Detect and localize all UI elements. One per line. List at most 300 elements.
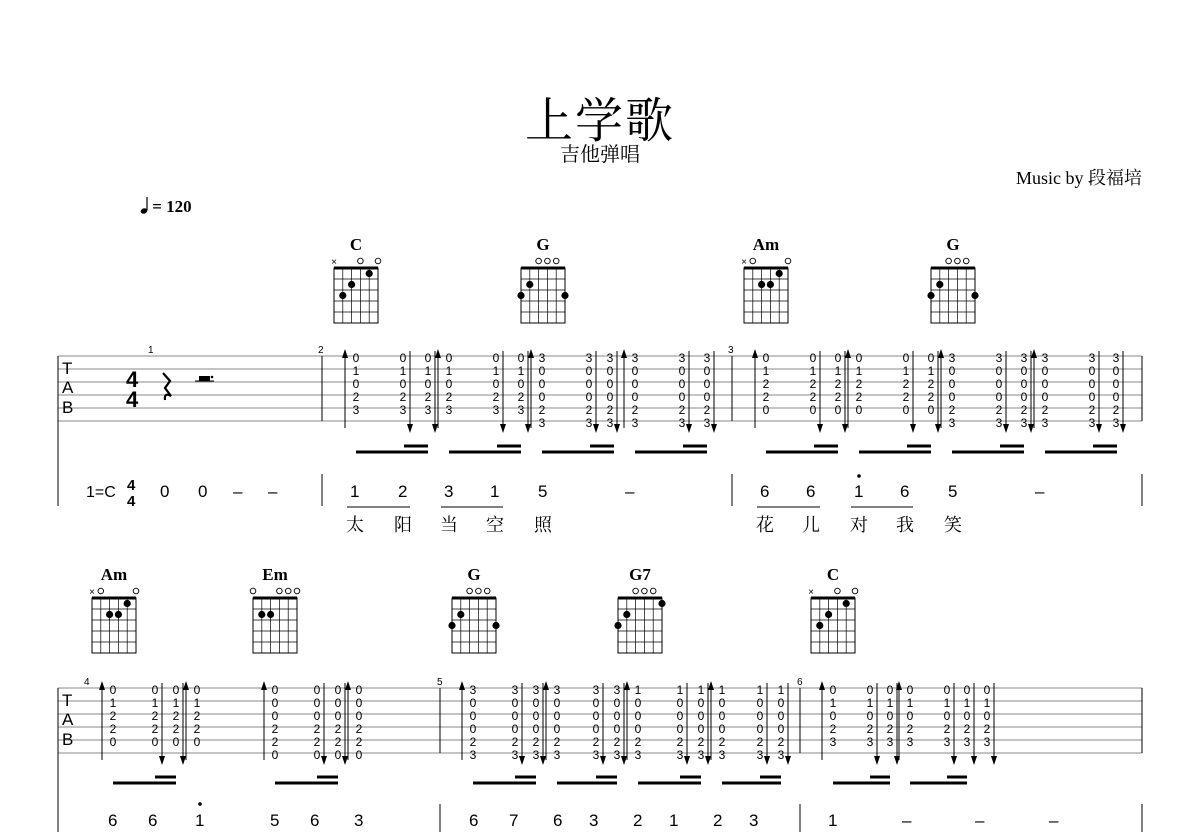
jianpu-note: 3 [354,811,364,830]
tab-fret-number: 2 [592,735,600,749]
jianpu-note: – [902,811,912,830]
chord-diagrams-row2 [89,565,858,653]
jianpu-note: 6 [148,811,158,830]
open-string-icon [294,588,300,594]
tab-notes-row2 [99,681,997,765]
tab-clef-a: A [62,378,74,397]
tab-fret-number: 2 [193,709,201,723]
tab-fret-number: 2 [834,390,842,404]
tab-fret-number: 2 [151,722,159,736]
tab-fret-number: 3 [995,351,1003,365]
tab-fret-number: 3 [517,403,525,417]
tab-fret-number: 3 [592,683,600,697]
open-string-icon [785,258,791,264]
tab-fret-number: 1 [963,696,971,710]
tab-fret-number: 0 [592,696,600,710]
jianpu-note: 1 [828,811,838,830]
tab-fret-number: 2 [1088,403,1096,417]
arrow-head-icon [500,424,506,433]
tab-fret-number: 3 [553,748,561,762]
tab-fret-number: 0 [703,364,711,378]
tab-fret-number: 2 [517,390,525,404]
song-subtitle: 吉他弹唱 [560,142,640,166]
tab-fret-number: 0 [777,696,785,710]
tab-fret-number: 2 [1041,403,1049,417]
tab-fret-number: 3 [1112,416,1120,430]
time-signature-row1 [126,367,139,412]
jianpu-note: 0 [198,482,208,501]
tab-fret-number: 3 [983,735,991,749]
chord-name: Am [100,565,128,584]
tab-fret-number: 2 [927,377,935,391]
tab-fret-number: 0 [109,683,117,697]
tab-clef-t: T [62,359,73,378]
lyric-char: 阳 [394,515,412,535]
arrow-head-icon [621,349,627,358]
tab-fret-number: 1 [193,696,201,710]
arrow-head-icon [1031,349,1037,358]
tab-fret-number: 0 [334,748,342,762]
tab-fret-number: 0 [995,364,1003,378]
tab-fret-number: 1 [445,364,453,378]
jianpu-note: – [233,482,243,501]
lyric-char: 照 [534,515,552,535]
tab-fret-number: 3 [718,748,726,762]
tab-fret-number: 2 [532,735,540,749]
tab-fret-number: 0 [172,735,180,749]
tab-fret-number: 0 [697,709,705,723]
tab-fret-number: 2 [352,390,360,404]
tab-fret-number: 2 [193,722,201,736]
lyric-char: 花 [756,515,774,535]
arrow-head-icon [624,681,630,690]
tab-fret-number: 1 [777,683,785,697]
tab-fret-number: 3 [703,416,711,430]
open-string-icon [285,588,291,594]
tab-fret-number: 3 [538,351,546,365]
arrow-head-icon [819,681,825,690]
arrow-head-icon [342,349,348,358]
tab-fret-number: 3 [606,351,614,365]
open-string-icon [476,588,482,594]
tab-fret-number: 1 [517,364,525,378]
tab-fret-number: 2 [678,403,686,417]
finger-dot [348,281,355,288]
tab-fret-number: 0 [606,364,614,378]
tab-fret-number: 0 [469,709,477,723]
numbered-notation-row1 [58,474,1142,510]
tab-fret-number: 2 [1020,403,1028,417]
tab-fret-number: 2 [762,390,770,404]
jianpu-note: 5 [538,482,548,501]
tab-fret-number: 0 [678,390,686,404]
tab-fret-number: 0 [538,390,546,404]
tab-fret-number: 3 [943,735,951,749]
open-string-icon [946,258,952,264]
tab-fret-number: 3 [631,351,639,365]
tab-fret-number: 2 [762,377,770,391]
jianpu-note: 1 [490,482,500,501]
arrow-head-icon [159,756,165,765]
jianpu-note: – [625,482,635,501]
finger-dot [614,622,621,629]
jianpu-note: 1 [669,811,679,830]
tab-fret-number: 2 [676,735,684,749]
tab-fret-number: 1 [943,696,951,710]
tab-fret-number: 0 [1088,390,1096,404]
tab-fret-number: 0 [834,403,842,417]
arrow-head-icon [951,756,957,765]
tab-fret-number: 2 [151,709,159,723]
tab-fret-number: 1 [424,364,432,378]
tab-fret-number: 2 [538,403,546,417]
tab-fret-number: 0 [1112,390,1120,404]
tab-fret-number: 2 [886,722,894,736]
tab-fret-number: 3 [532,748,540,762]
tab-fret-number: 0 [469,696,477,710]
arrow-head-icon [543,681,549,690]
tab-fret-number: 3 [469,683,477,697]
jianpu-note: 6 [469,811,479,830]
chord-diagrams-row1 [331,235,979,323]
jianpu-note: 6 [806,482,816,501]
tab-fret-number: 0 [355,709,363,723]
tab-fret-number: 1 [983,696,991,710]
tab-fret-number: 0 [445,377,453,391]
tab-fret-number: 0 [613,722,621,736]
finger-dot [936,281,943,288]
tab-fret-number: 0 [585,377,593,391]
tab-fret-number: 3 [948,416,956,430]
jianpu-note: 3 [444,482,454,501]
finger-dot [825,611,832,618]
jianpu-note: – [268,482,278,501]
tab-fret-number: 2 [424,390,432,404]
arrow-head-icon [525,424,531,433]
finger-dot [115,611,122,618]
tab-clef-a: A [62,710,74,729]
arrow-head-icon [345,681,351,690]
tab-fret-number: 3 [424,403,432,417]
jianpu-note: 5 [270,811,280,830]
tab-fret-number: 0 [963,683,971,697]
tab-fret-number: 3 [1020,351,1028,365]
arrow-head-icon [991,756,997,765]
tab-fret-number: 0 [718,722,726,736]
tab-fret-number: 2 [271,722,279,736]
tab-fret-number: 2 [492,390,500,404]
tab-fret-number: 0 [1041,390,1049,404]
tab-fret-number: 2 [948,403,956,417]
tab-fret-number: 0 [613,696,621,710]
jianpu-note: – [1049,811,1059,830]
finger-dot [971,292,978,299]
tab-fret-number: 3 [532,683,540,697]
chord-diagram [250,565,300,653]
finger-dot [658,600,665,607]
tab-fret-number: 2 [718,735,726,749]
tab-fret-number: 0 [634,709,642,723]
tab-fret-number: 1 [634,683,642,697]
arrow-head-icon [528,349,534,358]
tab-fret-number: 0 [193,683,201,697]
open-string-icon [358,258,364,264]
jianpu-note: 3 [749,811,759,830]
arrow-head-icon [180,756,186,765]
jianpu-note: 6 [553,811,563,830]
arrow-head-icon [99,681,105,690]
tab-fret-number: 0 [948,377,956,391]
tab-fret-number: 0 [151,683,159,697]
chord-diagram [517,235,568,323]
finger-dot [758,281,765,288]
finger-dot [767,281,774,288]
measure-number: 3 [728,345,734,356]
measure-number: 4 [84,677,90,688]
arrow-head-icon [686,424,692,433]
tab-fret-number: 0 [1020,390,1028,404]
tab-fret-number: 0 [151,735,159,749]
tab-fret-number: 3 [703,351,711,365]
arrow-head-icon [321,756,327,765]
tab-fret-number: 3 [995,416,1003,430]
lyric-char: 对 [850,515,868,535]
tab-fret-number: 0 [109,735,117,749]
jianpu-note: 6 [900,482,910,501]
tempo-value: = 120 [152,197,192,216]
tab-fret-number: 2 [271,735,279,749]
tab-fret-number: 0 [634,696,642,710]
finger-dot [623,611,630,618]
tab-fret-number: 1 [697,683,705,697]
chord-name: C [826,565,840,584]
tab-fret-number: 0 [334,696,342,710]
tab-fret-number: 0 [777,709,785,723]
chord-diagram [614,565,665,653]
tab-fret-number: 0 [906,709,914,723]
tab-fret-number: 3 [1088,416,1096,430]
tab-fret-number: 0 [355,696,363,710]
tab-fret-number: 2 [927,390,935,404]
arrow-head-icon [817,424,823,433]
arrow-head-icon [842,424,848,433]
finger-dot [816,622,823,629]
tab-fret-number: 2 [983,722,991,736]
tab-fret-number: 0 [676,722,684,736]
tab-fret-number: 0 [676,709,684,723]
tab-fret-number: 1 [151,696,159,710]
tab-fret-number: 1 [866,696,874,710]
arrow-head-icon [342,756,348,765]
tab-fret-number: 2 [777,735,785,749]
tab-clef-b: B [62,398,74,417]
tab-fret-number: 0 [585,364,593,378]
finger-dot [526,281,533,288]
tab-fret-number: 0 [1020,377,1028,391]
tab-fret-number: 0 [886,683,894,697]
tab-fret-number: 0 [834,351,842,365]
open-string-icon [133,588,139,594]
chord-name: G [467,565,481,584]
tab-fret-number: 0 [606,390,614,404]
tab-fret-number: 0 [313,696,321,710]
arrow-head-icon [705,756,711,765]
finger-dot [927,292,934,299]
tab-fret-number: 0 [1112,364,1120,378]
tab-clef-b: B [62,730,74,749]
tab-fret-number: 0 [906,683,914,697]
tab-fret-number: 2 [511,735,519,749]
arrow-head-icon [684,756,690,765]
tab-fret-number: 0 [532,722,540,736]
chord-diagram [89,565,139,653]
tab-fret-number: 0 [592,709,600,723]
tab-fret-number: 0 [538,364,546,378]
tab-fret-number: 0 [855,403,863,417]
tab-fret-number: 1 [886,696,894,710]
tab-fret-number: 0 [1112,377,1120,391]
tab-fret-number: 0 [1041,364,1049,378]
open-string-icon [963,258,969,264]
tab-fret-number: 2 [963,722,971,736]
arrow-head-icon [621,756,627,765]
open-string-icon [642,588,648,594]
arrow-head-icon [708,681,714,690]
tab-fret-number: 3 [777,748,785,762]
muted-string-icon: × [808,587,814,598]
tab-fret-number: 1 [492,364,500,378]
tab-fret-number: 1 [172,696,180,710]
measure-number: 5 [437,677,443,688]
tab-fret-number: 2 [906,722,914,736]
arrow-head-icon [519,756,525,765]
high-octave-dot [198,802,202,806]
arrow-head-icon [261,681,267,690]
muted-string-icon: × [741,257,747,268]
tab-fret-number: 0 [678,364,686,378]
tab-fret-number: 0 [948,364,956,378]
tab-fret-number: 0 [517,377,525,391]
jianpu-note: 5 [948,482,958,501]
tab-fret-number: 0 [424,377,432,391]
chord-diagram [331,235,381,323]
open-string-icon [650,588,656,594]
tab-fret-number: 0 [193,735,201,749]
tab-fret-number: 0 [511,696,519,710]
jianpu-note: 6 [760,482,770,501]
arrow-head-icon [614,424,620,433]
tab-fret-number: 0 [613,709,621,723]
tab-fret-number: 0 [777,722,785,736]
tab-fret-number: 0 [678,377,686,391]
tab-fret-number: 0 [995,377,1003,391]
tab-fret-number: 2 [809,377,817,391]
song-title: 上学歌 [524,93,675,149]
open-string-icon [484,588,490,594]
tab-fret-number: 0 [492,351,500,365]
jianpu-time-num: 4 [127,477,136,494]
finger-dot [561,292,568,299]
tab-fret-number: 1 [762,364,770,378]
chord-name: G [536,235,550,254]
tab-fret-number: 3 [1020,416,1028,430]
arrow-head-icon [435,349,441,358]
finger-dot [843,600,850,607]
tab-fret-number: 2 [634,735,642,749]
tab-fret-number: 0 [334,683,342,697]
tab-clef-row2 [62,691,74,749]
tab-fret-number: 2 [172,722,180,736]
tab-fret-number: 3 [676,748,684,762]
tab-fret-number: 1 [718,683,726,697]
tab-fret-number: 1 [902,364,910,378]
tab-fret-number: 3 [678,351,686,365]
tab-fret-number: 0 [469,722,477,736]
lyric-char: 空 [486,515,504,535]
tab-fret-number: 0 [553,722,561,736]
tab-fret-number: 0 [829,709,837,723]
tab-fret-number: 3 [948,351,956,365]
tab-fret-number: 0 [631,364,639,378]
tab-fret-number: 3 [1041,351,1049,365]
tab-fret-number: 0 [963,709,971,723]
tab-fret-number: 0 [886,709,894,723]
tab-fret-number: 1 [399,364,407,378]
lyric-char: 儿 [802,515,820,535]
jianpu-note: 7 [509,811,519,830]
tab-fret-number: 0 [313,683,321,697]
jianpu-note: 0 [160,482,170,501]
tab-fret-number: 0 [172,683,180,697]
tab-fret-number: 3 [585,416,593,430]
time-sig-num: 4 [126,367,139,392]
finger-dot [517,292,524,299]
tab-fret-number: 2 [756,735,764,749]
tab-fret-number: 0 [445,351,453,365]
tab-fret-number: 0 [517,351,525,365]
tab-fret-number: 3 [613,683,621,697]
chord-diagram [448,565,499,653]
tab-fret-number: 3 [829,735,837,749]
tab-fret-number: 0 [948,390,956,404]
tab-fret-number: 0 [756,696,764,710]
tab-fret-number: 3 [634,748,642,762]
tab-fret-number: 2 [355,735,363,749]
tab-fret-number: 0 [762,351,770,365]
tab-fret-number: 3 [866,735,874,749]
tab-fret-number: 1 [352,364,360,378]
lyrics-row1 [346,515,962,535]
tab-fret-number: 0 [756,709,764,723]
tab-fret-number: 1 [906,696,914,710]
jianpu-note: 2 [633,811,643,830]
tab-fret-number: 0 [313,709,321,723]
arrow-head-icon [935,424,941,433]
measure-number: 6 [797,677,803,688]
arrow-head-icon [910,424,916,433]
tab-fret-number: 0 [902,403,910,417]
tab-fret-number: 2 [613,735,621,749]
tab-fret-number: 0 [553,696,561,710]
tab-fret-number: 2 [902,377,910,391]
chord-name: Am [752,235,780,254]
arrow-head-icon [874,756,880,765]
tab-fret-number: 0 [718,709,726,723]
tab-fret-number: 0 [399,377,407,391]
open-string-icon [536,258,542,264]
open-string-icon [250,588,256,594]
finger-dot [492,622,499,629]
